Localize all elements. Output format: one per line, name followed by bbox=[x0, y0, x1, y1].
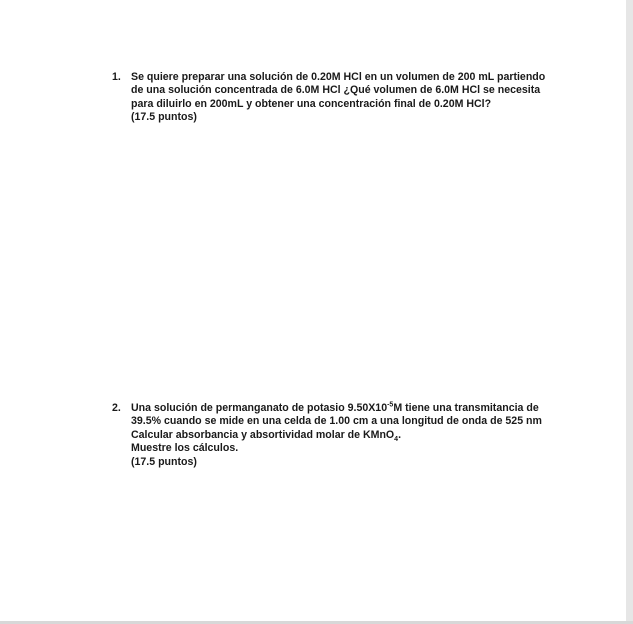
question-1-line-1: Se quiere preparar una solución de 0.20M HCl en un volumen de 200 mL partiendo bbox=[131, 71, 546, 83]
question-1-line-2: de una solución concentrada de 6.0M HCl ¿Qué volumen de 6.0M HCl se necesita bbox=[131, 84, 541, 97]
question-2-number: 2. bbox=[112, 402, 121, 414]
question-2-line-1-text: Una solución de permanganato de potasio 9.50X10 bbox=[131, 402, 388, 414]
exponent: -5 bbox=[387, 401, 394, 409]
question-2-line-1-rest: M tiene una transmitancia de bbox=[393, 402, 539, 414]
question-2-line-1 bbox=[131, 402, 562, 415]
question-2-points: (17.5 puntos) bbox=[131, 455, 197, 468]
question-2-line-3-text: Calcular absorbancia y absortividad molar de KMnO bbox=[131, 428, 395, 441]
question-2-line-4: Muestre los cálculos. bbox=[131, 442, 239, 455]
question-1-points: (17.5 puntos) bbox=[131, 111, 197, 124]
question-1-number: 1. bbox=[112, 71, 121, 83]
question-2-line-2: 39.5% cuando se mide en una celda de 1.00 cm a una longitud de onda de 525 nm bbox=[131, 415, 542, 428]
question-2-body bbox=[131, 402, 562, 469]
question-1 bbox=[112, 71, 562, 125]
subscript: 4 bbox=[394, 435, 399, 443]
question-2-line-3-rest: . bbox=[398, 428, 402, 441]
page-edge-right bbox=[626, 0, 633, 624]
question-1-body bbox=[131, 71, 562, 125]
question-1-line-3: para diluirlo en 200mL y obtener una concentración final de 0.20M HCl? bbox=[131, 97, 492, 110]
question-2-line-3 bbox=[131, 429, 562, 442]
question-2 bbox=[112, 402, 562, 469]
